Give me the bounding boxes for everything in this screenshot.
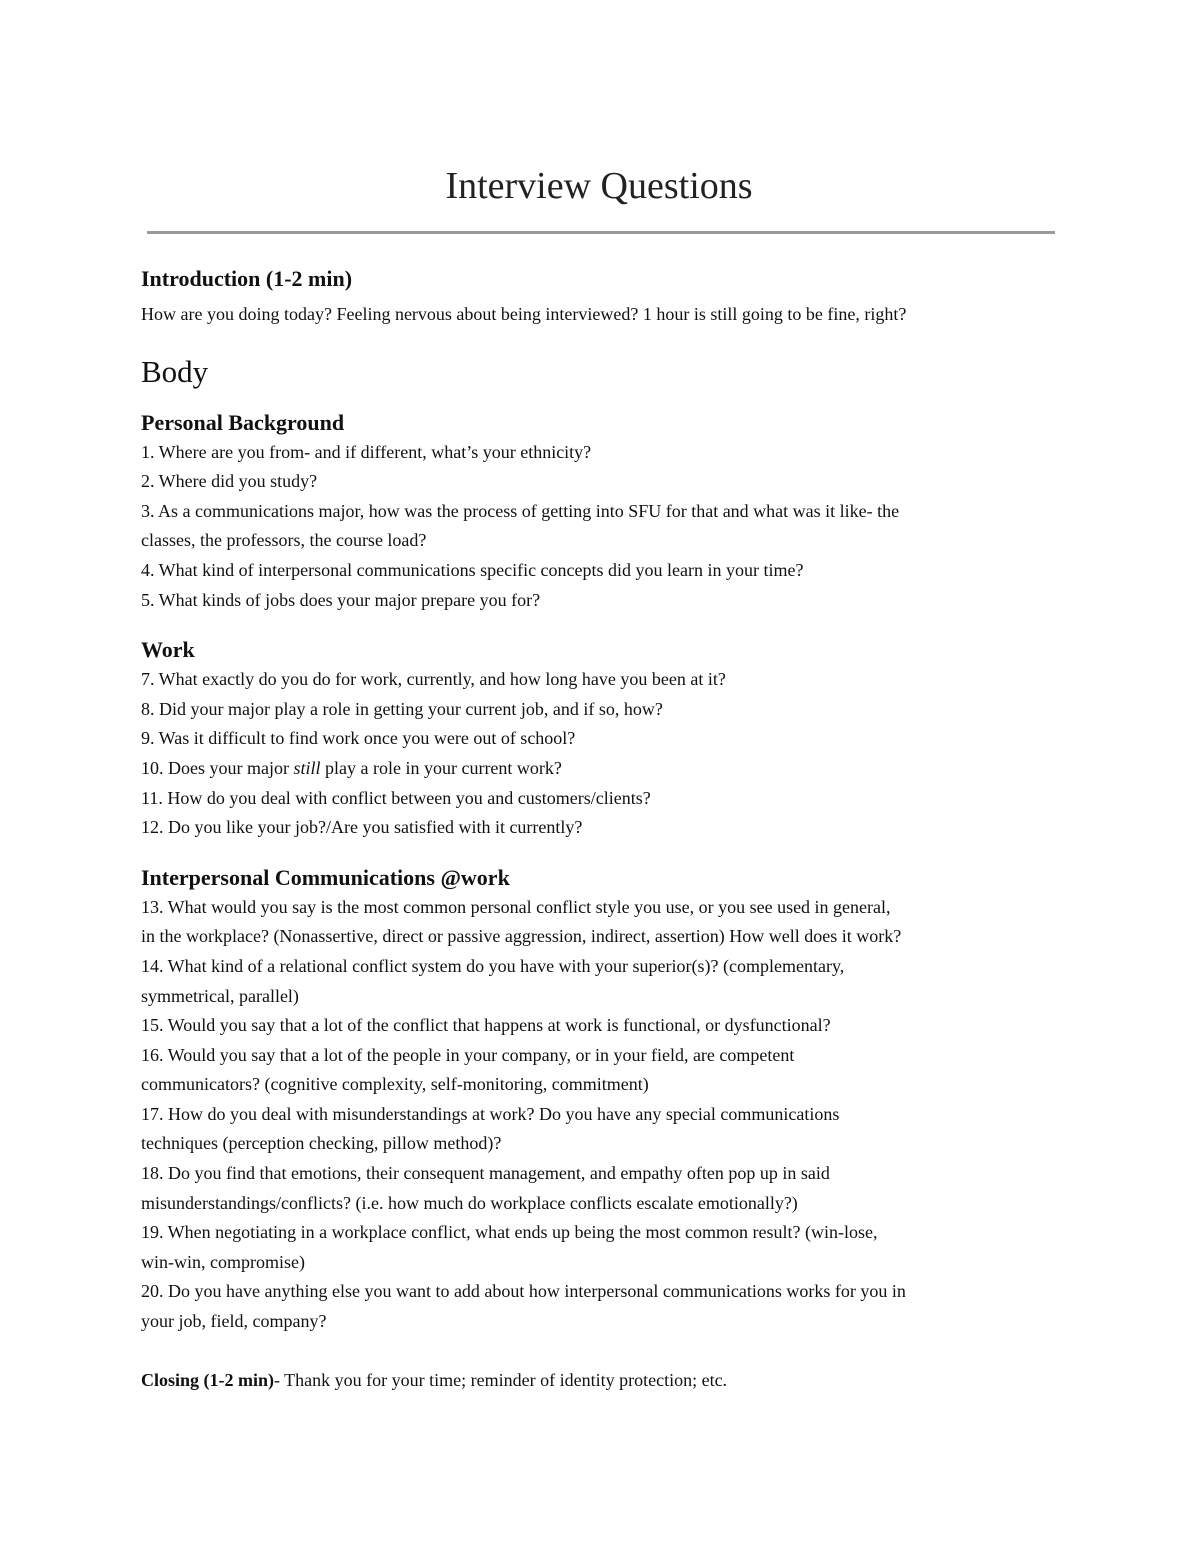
question-line: in the workplace? (Nonassertive, direct or passive aggression, indirect, assertion) How well does it work? <box>141 926 902 947</box>
question-line: 19. When negotiating in a workplace conflict, what ends up being the most common result? (win-lose, <box>141 1222 878 1243</box>
question-line: 17. How do you deal with misunderstandings at work? Do you have any special communications <box>141 1103 840 1124</box>
interpersonal-heading: Interpersonal Communications @work <box>141 864 510 890</box>
question-line: 1. Where are you from- and if different, what’s your ethnicity? <box>141 441 592 462</box>
work-heading: Work <box>141 637 195 663</box>
introduction-heading: Introduction (1-2 min) <box>141 266 353 291</box>
question-line: techniques (perception checking, pillow method)? <box>141 1133 502 1154</box>
question-line: 20. Do you have anything else you want to add about how interpersonal communications works for you in <box>141 1281 906 1302</box>
title-divider <box>147 231 1055 234</box>
question-line: misunderstandings/conflicts? (i.e. how much do workplace conflicts escalate emotionally?) <box>141 1192 798 1213</box>
question-line: 12. Do you like your job?/Are you satisfied with it currently? <box>141 817 583 838</box>
question-line: 4. What kind of interpersonal communications specific concepts did you learn in your time? <box>141 559 804 580</box>
question-line: 3. As a communications major, how was the process of getting into SFU for that and what was it like- the <box>141 500 900 521</box>
question-line: symmetrical, parallel) <box>141 985 299 1006</box>
question-line: 16. Would you say that a lot of the people in your company, or in your field, are competent <box>141 1044 795 1065</box>
question-line: 15. Would you say that a lot of the conflict that happens at work is functional, or dysfunctional? <box>141 1015 831 1036</box>
question-line: classes, the professors, the course load? <box>141 530 427 551</box>
question-line-10 <box>141 754 1061 784</box>
question-line: 5. What kinds of jobs does your major prepare you for? <box>141 589 541 610</box>
question-10-emphasis: still <box>293 757 321 778</box>
document-content <box>141 264 1061 1395</box>
question-line: 14. What kind of a relational conflict system do you have with your superior(s)? (complementary, <box>141 955 845 976</box>
question-10-start: 10. Does your major <box>141 757 294 778</box>
question-line: your job, field, company? <box>141 1311 327 1332</box>
personal-background-heading: Personal Background <box>141 409 345 435</box>
closing-text: - Thank you for your time; reminder of identity protection; etc. <box>274 1369 728 1390</box>
question-line: communicators? (cognitive complexity, self-monitoring, commitment) <box>141 1074 649 1095</box>
question-line: 11. How do you deal with conflict between you and customers/clients? <box>141 787 651 808</box>
closing-line <box>141 1366 1061 1396</box>
body-heading: Body <box>141 353 209 389</box>
introduction-text: How are you doing today? Feeling nervous about being interviewed? 1 hour is still going to be fine, right? <box>141 304 907 324</box>
closing-label: Closing (1-2 min) <box>141 1369 275 1390</box>
question-line: 7. What exactly do you do for work, currently, and how long have you been at it? <box>141 669 726 690</box>
question-line: 9. Was it difficult to find work once you were out of school? <box>141 728 576 749</box>
question-line: 8. Did your major play a role in getting your current job, and if so, how? <box>141 698 663 719</box>
question-10-end: play a role in your current work? <box>320 757 562 778</box>
page-title: Interview Questions <box>445 165 753 207</box>
question-line: 2. Where did you study? <box>141 471 318 492</box>
question-line: 13. What would you say is the most common personal conflict style you use, or you see used in general, <box>141 896 891 917</box>
question-line: win-win, compromise) <box>141 1251 305 1272</box>
question-line: 18. Do you find that emotions, their consequent management, and empathy often pop up in said <box>141 1163 830 1184</box>
